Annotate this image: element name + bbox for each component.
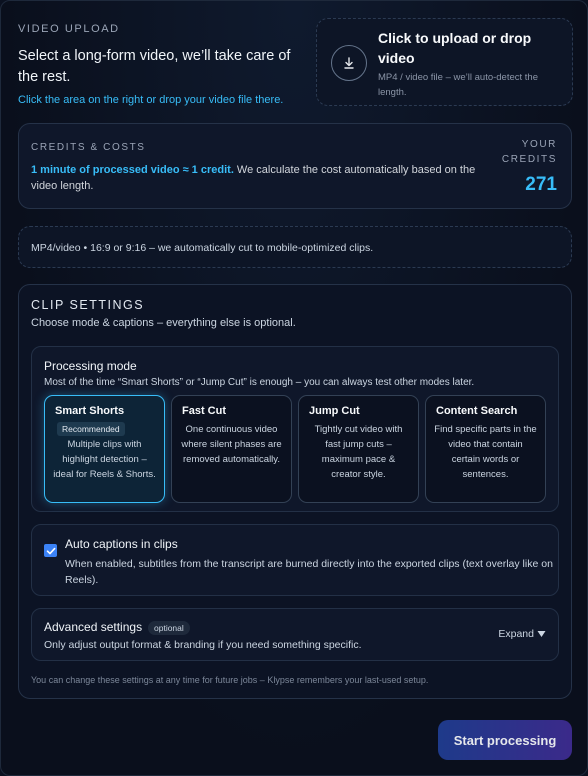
mode-card-fast-cut[interactable] [171,395,292,503]
upload-heading: Select a long-form video, we’ll take care of the rest. [18,48,291,85]
upload-hint: Click the area on the right or drop your video file there. [18,94,284,106]
optional-badge: optional [148,621,190,635]
clip-settings-title: CLIP SETTINGS [31,298,145,312]
advanced-settings-title: Advanced settings [44,620,143,634]
credits-description [31,162,486,194]
credit-balance: 271 [525,174,557,195]
mode-card-content-search[interactable] [425,395,546,503]
mode-card-smart-shorts[interactable] [44,395,165,503]
processing-mode-description: Most of the time “Smart Shorts” or “Jump Cut” is enough – you can always test other modes later. [44,377,475,388]
credits-rate-highlight: 1 minute of processed video ≈ 1 credit. [31,164,234,176]
your-credits-label: YOUR CREDITS [501,139,557,165]
clip-settings-subtitle: Choose mode & captions – everything else is optional. [31,317,296,329]
upload-dropzone[interactable] [316,18,573,106]
mode-description: Multiple clips with highlight detection – ideal for Reels & Shorts. [53,439,156,480]
mode-name: Fast Cut [182,405,226,417]
advanced-settings-description: Only adjust output format & branding if you need something specific. [44,639,362,651]
recommended-badge: Recommended [57,422,125,436]
auto-captions-checkbox[interactable] [44,544,57,557]
advanced-settings-section[interactable] [31,608,559,661]
triangle-down-icon [537,630,546,638]
mode-name: Smart Shorts [55,405,125,417]
clip-settings-card [18,284,572,699]
upload-eyebrow: VIDEO UPLOAD [18,23,120,35]
download-arrow-icon [331,45,367,81]
auto-captions-title: Auto captions in clips [65,537,178,551]
auto-captions-description: When enabled, subtitles from the transcript are burned directly into the exported clips (text overlay like on Reels). [65,558,553,586]
expand-button[interactable] [498,628,546,640]
settings-footer-note: You can change these settings at any time for future jobs – Klypse remembers your last-used setup. [31,675,429,685]
mode-description: One continuous video where silent phases are removed automatically. [181,424,282,465]
mode-name: Content Search [436,405,518,417]
credits-card [18,123,572,209]
dropzone-title: Click to upload or drop video [378,30,532,66]
credits-rate-text: We calculate the cost automatically based on the video length. [31,164,476,192]
mode-name: Jump Cut [309,405,360,417]
processing-mode-section [31,346,559,512]
format-note: MP4/video • 16:9 or 9:16 – we automatically cut to mobile-optimized clips. [18,226,572,268]
mode-description: Find specific parts in the video that contain certain words or sentences. [434,424,537,480]
auto-captions-section [31,524,559,596]
mode-description: Tightly cut video with fast jump cuts – maximum pace & creator style. [314,424,403,480]
dropzone-text [378,28,563,100]
mode-card-jump-cut[interactable] [298,395,419,503]
checkmark-icon [46,546,56,556]
processing-mode-title: Processing mode [44,359,137,373]
credits-eyebrow: CREDITS & COSTS [31,142,146,153]
upload-intro [18,23,308,106]
dropzone-subtitle: MP4 / video file – we’ll auto-detect the length. [378,72,539,98]
start-processing-button[interactable]: Start processing [438,720,572,760]
expand-label: Expand [498,628,534,640]
